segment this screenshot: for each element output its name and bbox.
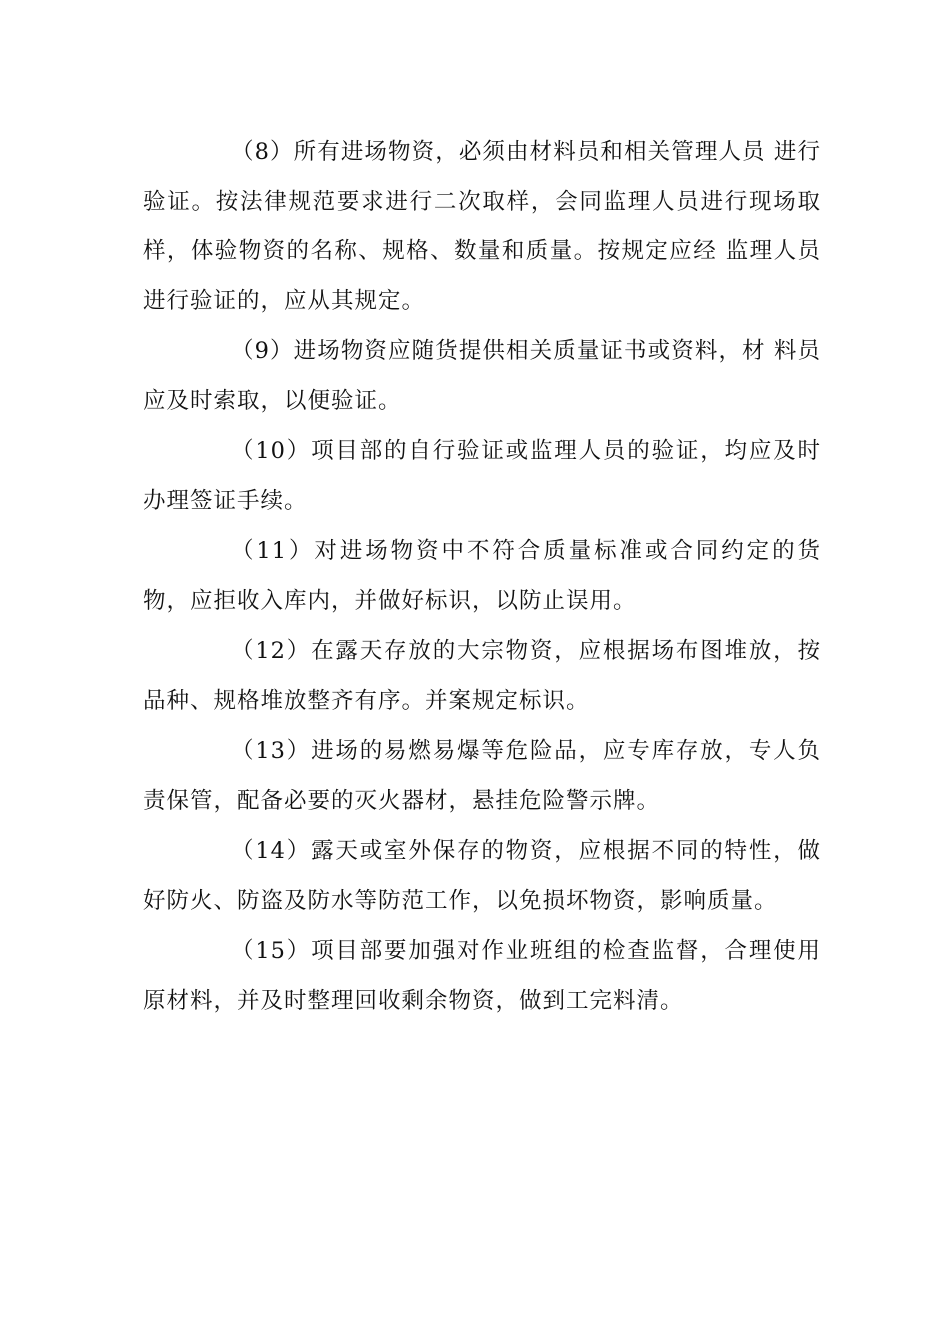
- document-body: [143, 128, 821, 1027]
- paragraph-item-14: （14）露天或室外保存的物资，应根据不同的特性，做好防火、防盗及防水等防范工作，以免损坏物资，影响质量。: [143, 838, 821, 914]
- paragraph-item-8: （8）所有进场物资，必须由材料员和相关管理人员 进行验证。按法律规范要求进行二次取样，会同监理人员进行现场取样，体验物资的名称、规格、数量和质量。按规定应经 监理人员进行验证的，应从其规定。: [143, 139, 821, 314]
- paragraph-item-13: （13）进场的易燃易爆等危险品，应专库存放，专人负责保管，配备必要的灭火器材，悬挂危险警示牌。: [143, 738, 821, 814]
- paragraph-item-11: （11）对进场物资中不符合质量标准或合同约定的货物，应拒收入库内，并做好标识，以防止误用。: [143, 538, 821, 614]
- paragraph-item-10: （10）项目部的自行验证或监理人员的验证，均应及时办理签证手续。: [143, 438, 821, 514]
- paragraph-item-9: （9）进场物资应随货提供相关质量证书或资料，材 料员应及时索取，以便验证。: [143, 338, 821, 414]
- paragraph-item-12: （12）在露天存放的大宗物资，应根据场布图堆放，按品种、规格堆放整齐有序。并案规定标识。: [143, 638, 821, 714]
- paragraph-item-15: （15）项目部要加强对作业班组的检查监督，合理使用原材料，并及时整理回收剩余物资，做到工完料清。: [143, 938, 821, 1014]
